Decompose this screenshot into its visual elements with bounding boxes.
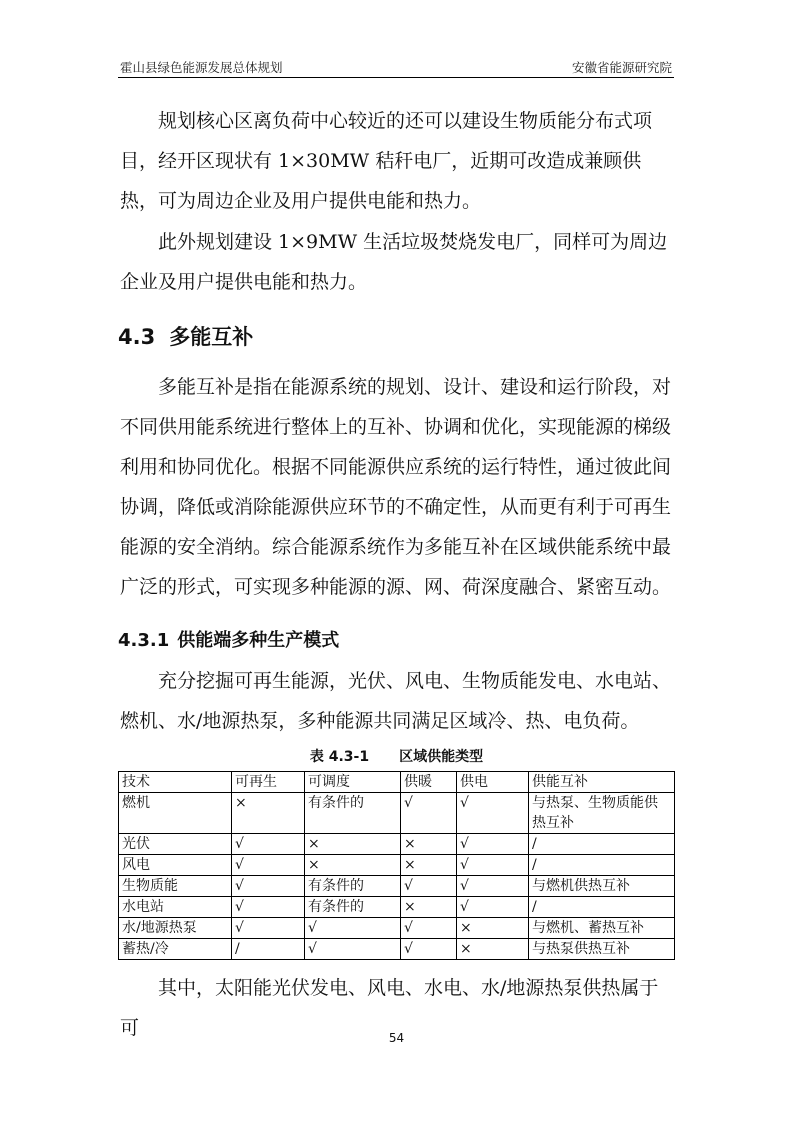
- table-cell: ×: [401, 855, 457, 876]
- table-cell: √: [232, 855, 305, 876]
- table-cell: ×: [457, 918, 529, 939]
- table-cell: 有条件的: [305, 876, 401, 897]
- page-header: [120, 58, 672, 78]
- table-cell: 光伏: [119, 834, 232, 855]
- table-cell: 燃机: [119, 793, 232, 834]
- table-cell: 水/地源热泵: [119, 918, 232, 939]
- table-cell: ×: [401, 897, 457, 918]
- table-cell: √: [401, 918, 457, 939]
- table-row: [119, 793, 675, 834]
- table-header-cell: 供电: [457, 772, 529, 793]
- subsection-heading: [118, 626, 339, 652]
- table-caption: [0, 746, 793, 766]
- table-cell: √: [401, 939, 457, 960]
- table-cell: /: [529, 855, 675, 876]
- table-row: [119, 918, 675, 939]
- body-paragraph: 多能互补是指在能源系统的规划、设计、建设和运行阶段，对不同供用能系统进行整体上的互补、协调和优化，实现能源的梯级利用和协同优化。根据不同能源供应系统的运行特性，通过彼此间协调，降低或消除能源供应环节的不确定性，从而更有利于可再生能源的安全消纳。综合能源系统作为多能互补在区域供能系统中最广泛的形式，可实现多种能源的源、网、荷深度融合、紧密互动。: [120, 376, 672, 598]
- table-cell: 与热泵供热互补: [529, 939, 675, 960]
- table-cell: √: [305, 918, 401, 939]
- subsection-title: 供能端多种生产模式: [177, 630, 340, 651]
- table-cell: √: [457, 855, 529, 876]
- table-row: [119, 939, 675, 960]
- table-cell: √: [457, 876, 529, 897]
- table-cell: ×: [305, 834, 401, 855]
- table-cell: /: [529, 897, 675, 918]
- table-header-cell: 技术: [119, 772, 232, 793]
- table-cell: ×: [232, 793, 305, 834]
- table-cell: √: [232, 897, 305, 918]
- table-header-row: [119, 772, 675, 793]
- subsection-number: 4.3.1: [118, 630, 170, 651]
- table-cell: √: [401, 876, 457, 897]
- table-cell: 与燃机供热互补: [529, 876, 675, 897]
- table-cell: 蓄热/冷: [119, 939, 232, 960]
- table-cell: 水电站: [119, 897, 232, 918]
- table-row: [119, 897, 675, 918]
- table-cell: √: [232, 918, 305, 939]
- table-header-cell: 可调度: [305, 772, 401, 793]
- body-paragraph: 规划核心区离负荷中心较近的还可以建设生物质能分布式项目，经开区现状有 1×30MW 秸秆电厂，近期可改造成兼顾供热，可为周边企业及用户提供电能和热力。: [120, 110, 653, 212]
- section-title: 多能互补: [169, 325, 254, 349]
- table-cell: √: [457, 834, 529, 855]
- body-paragraph: 此外规划建设 1×9MW 生活垃圾焚烧发电厂，同样可为周边企业及用户提供电能和热力。: [120, 231, 668, 293]
- table-row: [119, 855, 675, 876]
- page-number: 54: [388, 1031, 405, 1045]
- body-paragraph: 其中，太阳能光伏发电、风电、水电、水/地源热泵供热属于可: [120, 977, 659, 1039]
- table-cell: √: [305, 939, 401, 960]
- table-cell: 与热泵、生物质能供热互补: [529, 793, 675, 834]
- table-cell: √: [232, 834, 305, 855]
- table-header-cell: 可再生: [232, 772, 305, 793]
- table-cell: ×: [401, 834, 457, 855]
- table-cell: ×: [457, 939, 529, 960]
- table-cell: √: [401, 793, 457, 834]
- table-caption-title: 区域供能类型: [399, 749, 484, 765]
- energy-supply-table: [118, 771, 675, 960]
- table-cell: √: [232, 876, 305, 897]
- table-cell: 有条件的: [305, 897, 401, 918]
- table-row: [119, 876, 675, 897]
- header-divider: [118, 77, 674, 78]
- table-cell: 有条件的: [305, 793, 401, 834]
- header-document-title: 霍山县绿色能源发展总体规划: [120, 60, 283, 75]
- table-cell: /: [529, 834, 675, 855]
- body-paragraph: 充分挖掘可再生能源，光伏、风电、生物质能发电、水电站、燃机、水/地源热泵，多种能源共同满足区域冷、热、电负荷。: [120, 670, 672, 732]
- table-row: [119, 834, 675, 855]
- table-cell: 风电: [119, 855, 232, 876]
- section-number: 4.3: [118, 325, 156, 349]
- table-cell: 生物质能: [119, 876, 232, 897]
- table-cell: 与燃机、蓄热互补: [529, 918, 675, 939]
- table-header-cell: 供暖: [401, 772, 457, 793]
- table-caption-number: 表 4.3-1: [309, 749, 370, 765]
- table-cell: √: [457, 793, 529, 834]
- table-header-cell: 供能互补: [529, 772, 675, 793]
- table-cell: √: [457, 897, 529, 918]
- table-cell: ×: [305, 855, 401, 876]
- section-heading: [118, 321, 253, 351]
- table-cell: /: [232, 939, 305, 960]
- header-organization: 安徽省能源研究院: [571, 60, 672, 75]
